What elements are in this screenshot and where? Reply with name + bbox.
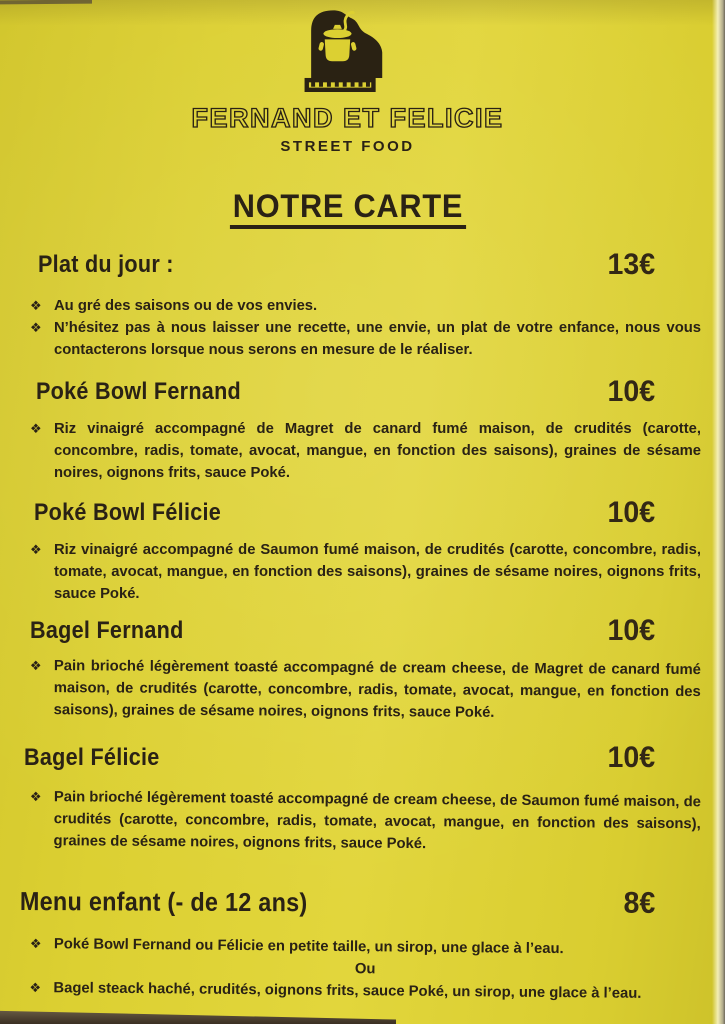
page-title: NOTRE CARTE [229,188,465,229]
menu-section-poke-bowl-felicie [30,497,701,605]
item-text: Riz vinaigré accompagné de Magret de canard fumé maison, de crudités (carotte, concombre, radis, tomate, avocat, mangue, en fonction des saisons), graines de sésame noires, oignons frits, sauce Poké. [54,421,701,481]
menu-section-plat-du-jour [30,249,701,361]
section-name: Plat du jour : [38,251,174,278]
piano-cooking-pot-logo-icon [304,6,392,92]
diamond-bullet-icon: ❖ [29,979,42,996]
diamond-bullet-icon: ❖ [29,657,42,674]
menu-body [0,248,725,1002]
menu-section-poke-bowl-fernand [30,376,701,484]
menu-section-bagel-felicie [24,741,701,853]
section-price: 8€ [623,886,655,920]
item-text: Au gré des saisons ou de vos envies. [54,298,318,314]
brand-name: FERNAND ET FELICIE [191,103,504,133]
diamond-bullet-icon: ❖ [29,788,42,805]
menu-item [30,317,701,361]
menu-section-bagel-fernand [30,615,701,721]
section-price: 10€ [607,614,655,647]
section-name: Poké Bowl Fernand [36,378,242,405]
section-name: Bagel Félicie [24,744,160,771]
diamond-bullet-icon: ❖ [30,421,42,436]
menu-item [29,786,700,857]
brand-tagline: STREET FOOD [280,138,415,155]
diamond-bullet-icon: ❖ [30,298,42,313]
item-text: Pain brioché légèrement toasté accompagné de cream cheese, de Saumon fumé maison, de crudités (carotte, concombre, radis, tomate, avocat, mangue, en fonction des saisons), graines de sésame noires, oignons frits, sauce Poké. [53,789,701,853]
section-price: 10€ [607,496,655,529]
menu-header [0,0,725,229]
item-text: Pain brioché légèrement toasté accompagné de cream cheese, de Magret de canard fumé maison, de crudités (carotte, concombre, radis, tomate, avocat, mangue, en fonction des saisons), graines de sésame noires, oignons frits, sauce Poké. [53,658,701,721]
photo-edge-right [712,0,725,1024]
section-price: 13€ [607,248,655,281]
section-price: 10€ [607,375,655,408]
section-name: Poké Bowl Félicie [34,499,222,526]
photo-edge-bottom [0,1008,396,1024]
or-separator: Ou [354,961,376,978]
diamond-bullet-icon: ❖ [30,542,42,557]
diamond-bullet-icon: ❖ [30,320,42,335]
section-name: Bagel Fernand [30,617,184,644]
item-text: Poké Bowl Fernand ou Félicie en petite taille, un sirop, une glace à l’eau. [53,936,564,958]
item-text: Riz vinaigré accompagné de Saumon fumé maison, de crudités (carotte, concombre, radis, tomate, avocat, mangue, en fonction des saisons), graines de sésame noires, oignons frits, sauce Poké. [54,542,701,602]
item-text: Bagel steack haché, crudités, oignons frits, sauce Poké, un sirop, une glace à l’eau. [53,980,642,1002]
menu-section-menu-enfant [19,885,701,1002]
section-name: Menu enfant (- de 12 ans) [19,886,308,918]
item-text: N’hésitez pas à nous laisser une recette, une envie, un plat de votre enfance, nous vous contacterons lorsque nous serons en mesure de le réaliser. [54,320,701,358]
diamond-bullet-icon: ❖ [29,935,42,952]
menu-item [30,295,701,317]
section-price: 10€ [607,741,655,774]
menu-item [30,539,701,605]
menu-item [30,655,701,725]
photo-edge-top [0,0,92,4]
menu-item [30,418,701,484]
